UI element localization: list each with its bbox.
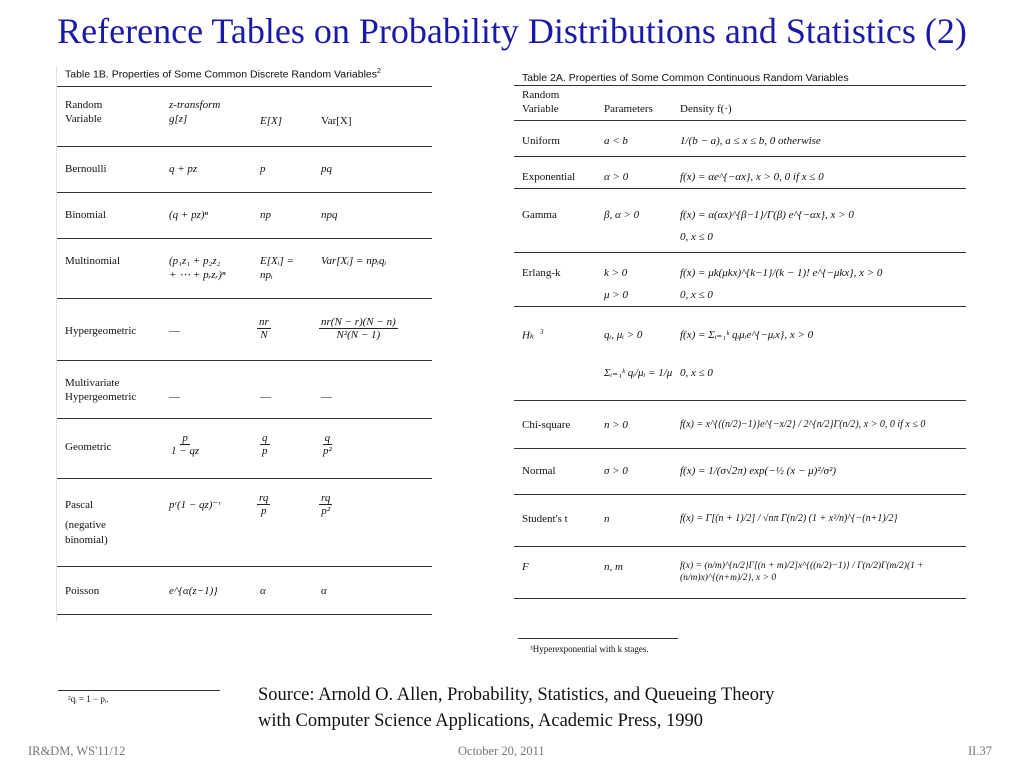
source-citation: Source: Arnold O. Allen, Probability, Statistics, and Queueing Theory with Computer Science Applications, Academic Press, 1990: [258, 685, 775, 731]
discrete-table: Table 1B. Properties of Some Common Discrete Random Variables$^2$ Random Variable z-transform g[z] E[X] Var[X] Bernoulli q + pz p pq Binomial (q + pz)ⁿ np npq Multinomial (p₁z₁ + p₂z₂ + ⋯ + pᵣzᵣ)ⁿ E[Xᵢ] = npᵢ Var[Xᵢ] = npᵢqᵢ Hypergeometric — $\frac{nr}{N}$ $\frac{nr(N - r)(N - n)}{\text{N²(N − 1)}}$ Multivariate Hypergeometric — — — Geometric $\frac{p}{1 - qz}$ $\frac{q}{p}$ $\frac{q}{\text{p²}}$ Pascal (negative binomial) pʳ(1 − qz)⁻ʳ $\frac{rq}{p}$ $\frac{rq}{\text{p²}}$ Poisson e^{α(z−1)} α α: [56, 66, 432, 622]
continuous-footnote: ³Hyperexponential with k stages.: [530, 644, 649, 654]
footer-page-number: II.37: [968, 744, 992, 758]
footer-date: October 20, 2011: [458, 744, 545, 758]
discrete-footnote: ²qᵢ = 1 − pᵢ.: [68, 694, 109, 704]
continuous-table-title: Table 2A. Properties of Some Common Continuous Random Variables: [522, 72, 849, 84]
footnote-rule: [58, 690, 220, 691]
slide-title: Reference Tables on Probability Distributions and Statistics (2): [57, 11, 967, 51]
footer-course: IR&DM, WS'11/12: [28, 744, 126, 758]
continuous-table: Table 2A. Properties of Some Common Continuous Random Variables Random Variable Parameters Density f(·) Uniform a < b 1/(b − a), a ≤ x ≤ b, 0 otherwise Exponential α > 0 f(x) = αe^{−αx}, x > 0, 0 if x ≤ 0 Gamma β, α > 0 f(x) = α(αx)^{β−1}/Γ(β) e^{−αx}, x > 0 0, x ≤ 0 Erlang-k k > 0 f(x) = μk(μkx)^{k−1}/(k − 1)! e^{−μkx}, x > 0 μ > 0 0, x ≤ 0 Hₖ $^3$ qᵢ, μᵢ > 0 f(x) = Σᵢ₌₁ᵏ qᵢμᵢe^{−μᵢx}, x > 0 Σᵢ₌₁ᵏ qᵢ/μᵢ = 1/μ 0, x ≤ 0 Chi-square n > 0 f(x) = x^{((n/2)−1)}e^{−x/2} / 2^{n/2}Γ(n/2), x > 0, 0 if x ≤ 0 Normal σ > 0 f(x) = 1/(σ√2π) exp(−½ (x − μ)²/σ²) Student's t n f(x) = Γ[(n + 1)/2] / √nπ Γ(n/2) (1 + x²/n)^{−(n+1)/2} F n, m f(x) = (n/m)^{n/2}Γ[(n + m)/2]x^{((n/2)−1)} / Γ(n/2)Γ(m/2)(1 + (n/m)x)^{(n+m)/2}, x > 0 ³Hyperexponential with k stages.: [514, 70, 966, 656]
discrete-table-title: Table 1B. Properties of Some Common Discrete Random Variables$^2$: [65, 68, 381, 81]
